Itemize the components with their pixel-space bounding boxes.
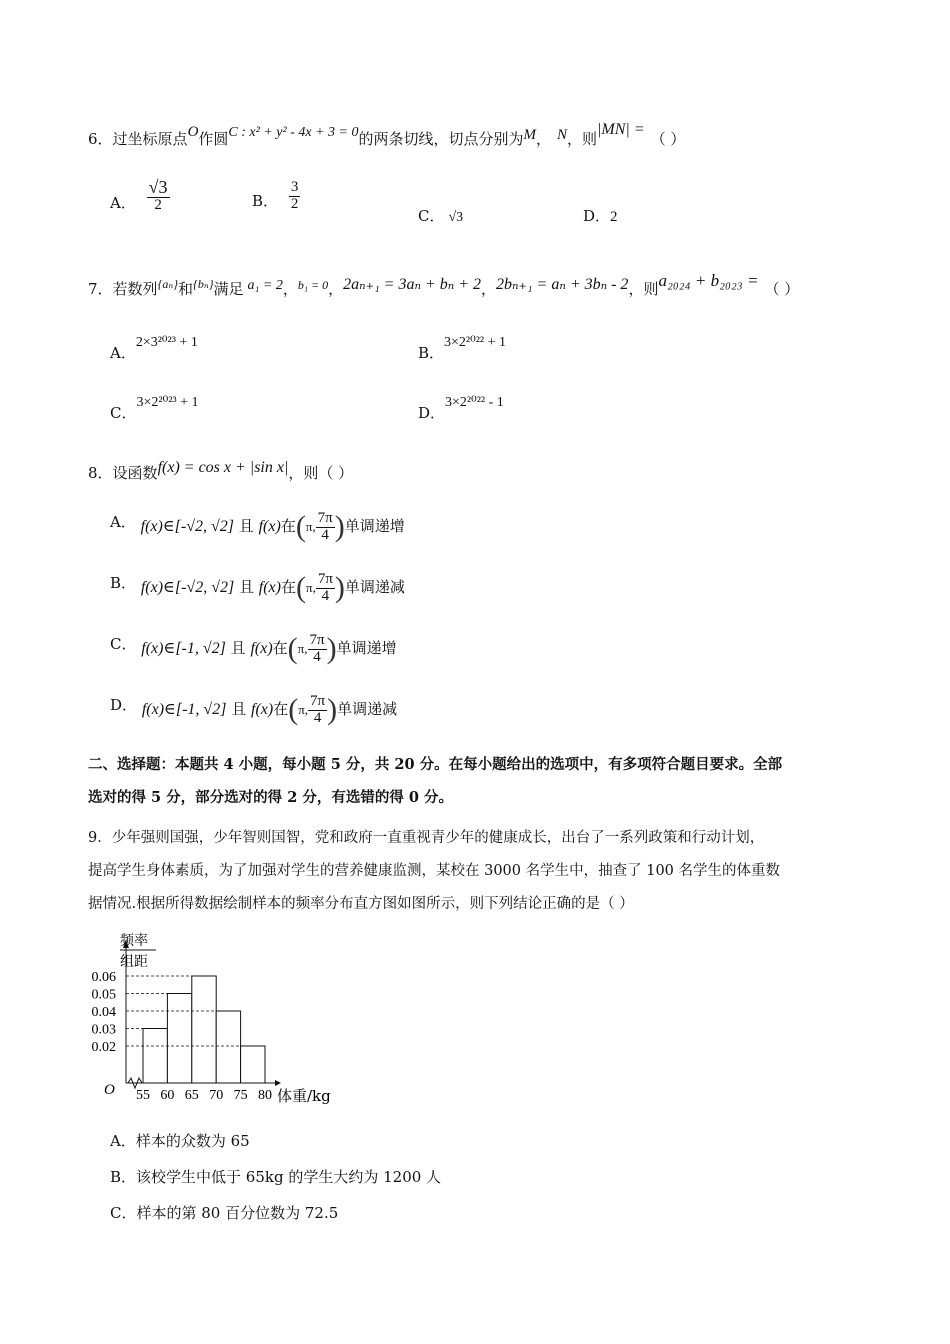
x-axis-arrow bbox=[275, 1080, 281, 1086]
q8-option-d-f: f(x) bbox=[251, 701, 274, 718]
q8-option-b-in: 在 bbox=[280, 578, 296, 596]
q6-option-b-fraction bbox=[289, 180, 301, 213]
q8-a-lparen: ( bbox=[295, 510, 306, 543]
q7-option-c[interactable] bbox=[110, 390, 199, 422]
q8-option-b-f: f(x) bbox=[258, 579, 281, 596]
y-tick-label: 0.02 bbox=[91, 1040, 116, 1055]
q6-option-a-label: A． bbox=[110, 193, 136, 212]
q8-option-d-in: 在 bbox=[273, 700, 289, 718]
q6-mn: |MN| = bbox=[597, 121, 645, 138]
x-tick-label: 70 bbox=[209, 1088, 224, 1103]
x-tick-label: 80 bbox=[258, 1088, 272, 1103]
q8-c-pi: π, bbox=[297, 641, 308, 656]
q7-seq-a: {aₙ} bbox=[157, 277, 179, 291]
q8-b-rparen: ) bbox=[334, 571, 345, 604]
q7-comma2: ， bbox=[328, 280, 344, 298]
q6-b-numerator: 3 bbox=[290, 179, 299, 195]
q8-option-d-and: 且 bbox=[231, 700, 247, 718]
q6-sep: ， bbox=[535, 130, 551, 148]
q7-recurrence-a: 2aₙ₊₁ = 3aₙ + bₙ + 2 bbox=[343, 276, 482, 293]
q8-option-c-and: 且 bbox=[230, 639, 246, 657]
section-2-instructions bbox=[88, 748, 878, 814]
q8-d-frac bbox=[308, 694, 327, 727]
q8-b-lparen: ( bbox=[296, 571, 306, 604]
q9-line2: 提高学生身体素质，为了加强对学生的营养健康监测，某校在 3000 名学生中，抽查了 100 名学生的体重数 bbox=[88, 863, 781, 879]
q8-option-a-end: 单调递增 bbox=[344, 517, 405, 535]
q6-option-b-label: B． bbox=[252, 192, 279, 211]
q6-option-c-value: √3 bbox=[448, 210, 464, 225]
y-tick-label: 0.06 bbox=[91, 970, 116, 985]
q8-option-b-range: f(x)∈[-√2, √2] bbox=[140, 579, 235, 596]
q8-option-d-label: D． bbox=[110, 696, 138, 714]
q7-option-d[interactable] bbox=[418, 390, 504, 422]
q7-option-a[interactable] bbox=[110, 330, 198, 362]
q8-c-frac bbox=[308, 633, 327, 666]
q8-option-a[interactable] bbox=[110, 510, 405, 544]
q7-comma1: ， bbox=[282, 280, 298, 298]
q6-circle-equation: C : x² + y² - 4x + 3 = 0 bbox=[228, 125, 359, 140]
q8-c-frac-den: 4 bbox=[313, 648, 321, 665]
q6-stem bbox=[88, 121, 686, 149]
q7-stem bbox=[88, 271, 800, 299]
histogram-bars bbox=[143, 976, 265, 1083]
q9-option-b[interactable]: B．该校学生中低于 65kg 的学生大约为 1200 人 bbox=[110, 1168, 442, 1186]
q8-option-d[interactable] bbox=[110, 693, 397, 727]
q7-seq-b: {bₙ} bbox=[193, 277, 214, 291]
q9-histogram bbox=[82, 932, 352, 1112]
q6-option-d[interactable] bbox=[583, 205, 618, 226]
q8-b-frac bbox=[316, 572, 335, 605]
q8-option-b-and: 且 bbox=[238, 578, 254, 596]
q8-d-frac-num: 7π bbox=[310, 692, 326, 709]
q6-text1: 过坐标原点 bbox=[112, 130, 188, 148]
q6-b-denominator: 2 bbox=[290, 195, 299, 212]
q8-a-rparen: ) bbox=[334, 510, 345, 543]
q8-option-d-end: 单调递减 bbox=[337, 700, 398, 718]
q7-text3: ，则 bbox=[628, 280, 659, 298]
q8-option-c-f: f(x) bbox=[250, 640, 273, 657]
q7-option-b[interactable] bbox=[418, 330, 507, 362]
q6-a-numerator: √3 bbox=[148, 177, 168, 197]
y-tick-label: 0.05 bbox=[91, 987, 116, 1003]
y-axis-label-bottom: 组距 bbox=[120, 954, 148, 970]
q8-a-frac bbox=[316, 511, 335, 544]
q8-option-b[interactable] bbox=[110, 571, 405, 605]
x-tick-label: 60 bbox=[160, 1088, 175, 1103]
q7-target: a₂₀₂₄ + b₂₀₂₃ = bbox=[658, 271, 759, 290]
q8-option-a-and: 且 bbox=[238, 517, 254, 535]
histogram-bar bbox=[216, 1011, 240, 1083]
q7-number: 7． bbox=[88, 280, 113, 298]
q7-paren: （ ） bbox=[764, 280, 800, 298]
q8-d-lparen: ( bbox=[288, 693, 299, 726]
q8-option-a-range: f(x)∈[-√2, √2] bbox=[140, 518, 235, 535]
q8-option-c-end: 单调递增 bbox=[336, 639, 397, 657]
origin-label: O bbox=[104, 1082, 115, 1098]
q8-text1: 设函数 bbox=[112, 464, 158, 482]
q6-text2: 作圆 bbox=[198, 130, 229, 148]
q7-option-b-value: 3×2²⁰²² + 1 bbox=[444, 335, 507, 350]
x-tick-label: 65 bbox=[184, 1088, 199, 1103]
q6-number: 6． bbox=[88, 130, 113, 148]
q6-a-denominator: 2 bbox=[154, 196, 162, 213]
q8-option-b-label: B． bbox=[110, 574, 137, 592]
q8-number: 8． bbox=[88, 464, 113, 482]
q7-option-a-label: A． bbox=[110, 344, 136, 362]
q6-option-d-value: 2 bbox=[610, 209, 618, 225]
y-axis-label-top: 频率 bbox=[120, 933, 148, 949]
q8-option-a-in: 在 bbox=[280, 517, 296, 535]
q6-paren: （ ） bbox=[650, 130, 686, 148]
x-axis-label: 体重/kg bbox=[277, 1087, 331, 1105]
histogram-bar bbox=[241, 1046, 265, 1083]
q6-text3: 的两条切线，切点分别为 bbox=[358, 130, 524, 148]
q8-a-frac-num: 7π bbox=[317, 509, 333, 526]
q8-stem bbox=[88, 459, 354, 483]
q8-d-frac-den: 4 bbox=[313, 709, 322, 726]
q7-text2: 满足 bbox=[213, 280, 244, 298]
x-tick-label: 55 bbox=[136, 1088, 150, 1103]
q8-option-c-in: 在 bbox=[272, 639, 288, 657]
q7-b1: b₁ = 0 bbox=[297, 278, 329, 292]
q8-option-d-range: f(x)∈[-1, √2] bbox=[141, 701, 227, 718]
q8-b-pi: π, bbox=[306, 580, 316, 595]
q6-origin: O bbox=[187, 124, 199, 140]
q8-function: f(x) = cos x + |sin x| bbox=[157, 459, 289, 476]
q9-line1: 9．少年强则国强，少年智则国智，党和政府一直重视青少年的健康成长，出台了一系列政策和行动计划， bbox=[88, 830, 765, 846]
q7-option-a-value: 2×3²⁰²³ + 1 bbox=[135, 335, 198, 350]
histogram-bar bbox=[192, 976, 216, 1083]
q8-b-frac-num: 7π bbox=[317, 570, 333, 587]
q8-option-a-f: f(x) bbox=[258, 518, 281, 535]
q9-option-c[interactable]: C．样本的第 80 百分位数为 72.5 bbox=[110, 1204, 339, 1222]
q7-and: 和 bbox=[178, 280, 194, 298]
q7-option-d-value: 3×2²⁰²² - 1 bbox=[445, 395, 504, 410]
q8-a-pi: π, bbox=[305, 519, 316, 534]
q7-option-c-label: C． bbox=[110, 404, 137, 422]
q6-option-d-label: D． bbox=[583, 207, 611, 225]
y-tick-label: 0.03 bbox=[91, 1022, 116, 1038]
histogram-bar bbox=[167, 994, 191, 1084]
q6-option-a[interactable] bbox=[110, 178, 170, 214]
q6-point-n: N bbox=[557, 127, 568, 143]
q8-option-c-range: f(x)∈[-1, √2] bbox=[141, 640, 226, 657]
q8-d-pi: π, bbox=[298, 702, 309, 717]
q8-c-lparen: ( bbox=[287, 632, 298, 665]
q6-option-a-fraction bbox=[147, 178, 170, 214]
q7-option-d-label: D． bbox=[418, 404, 446, 422]
q9-option-a[interactable]: A．样本的众数为 65 bbox=[110, 1132, 250, 1150]
q7-option-b-label: B． bbox=[418, 344, 445, 362]
q9-line3: 据情况.根据所得数据绘制样本的频率分布直方图如图所示，则下列结论正确的是（ ） bbox=[88, 896, 634, 912]
x-tick-label: 75 bbox=[233, 1088, 248, 1103]
q8-d-rparen: ) bbox=[327, 693, 338, 726]
section-2-line1: 二、选择题：本题共 4 小题，每小题 5 分，共 20 分。在每小题给出的选项中，有多项符合题目要求。全部 bbox=[88, 756, 783, 773]
q6-option-c[interactable] bbox=[418, 205, 463, 226]
y-tick-label: 0.04 bbox=[91, 1005, 116, 1020]
q6-point-m: M bbox=[523, 127, 536, 143]
q6-option-b[interactable] bbox=[252, 180, 300, 213]
q7-comma3: ， bbox=[481, 280, 497, 298]
q7-text1: 若数列 bbox=[112, 280, 158, 298]
q8-text2: ，则（ ） bbox=[288, 464, 354, 482]
section-2-line2: 选对的得 5 分，部分选对的得 2 分，有选错的得 0 分。 bbox=[88, 789, 454, 806]
q8-c-rparen: ) bbox=[326, 632, 337, 665]
q7-recurrence-b: 2bₙ₊₁ = aₙ + 3bₙ - 2 bbox=[496, 276, 629, 293]
q7-a1: a₁ = 2 bbox=[247, 278, 283, 293]
q8-a-frac-den: 4 bbox=[321, 526, 329, 543]
q8-option-a-label: A． bbox=[110, 513, 136, 531]
q6-option-c-label: C． bbox=[418, 207, 445, 225]
q6-text4: ，则 bbox=[567, 130, 598, 148]
q9-stem bbox=[88, 822, 878, 921]
q8-c-frac-num: 7π bbox=[309, 631, 325, 648]
q8-option-c-label: C． bbox=[110, 635, 137, 653]
q8-option-b-end: 单调递减 bbox=[344, 578, 405, 596]
q8-option-c[interactable] bbox=[110, 632, 397, 666]
q7-option-c-value: 3×2²⁰²³ + 1 bbox=[136, 395, 199, 410]
q8-b-frac-den: 4 bbox=[321, 587, 330, 604]
histogram-bar bbox=[143, 1029, 167, 1084]
